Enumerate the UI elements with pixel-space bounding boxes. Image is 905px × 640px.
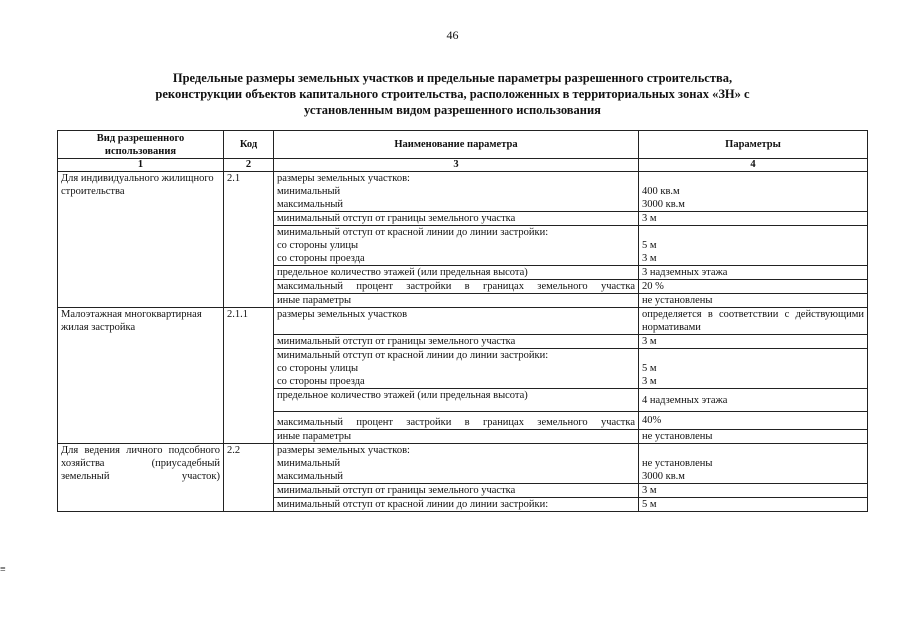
param-value-line: 3 м	[642, 253, 657, 264]
param-name-line: со стороны улицы	[277, 240, 359, 251]
param-name-cell	[274, 444, 639, 484]
header-use-type: Вид разрешенного использования	[58, 131, 224, 159]
param-value-line: 3 м	[642, 376, 657, 387]
table-row	[58, 308, 868, 335]
param-name-cell: размеры земельных участков	[274, 308, 639, 335]
param-value-line	[642, 226, 864, 239]
param-value-line	[642, 172, 864, 185]
param-name-line: со стороны проезда	[277, 253, 365, 264]
param-name-line: максимальный	[277, 471, 343, 482]
header-code: Код	[224, 131, 274, 159]
param-value-cell: 4 надземных этажа	[639, 389, 868, 412]
param-name-cell: предельное количество этажей (или предельная высота)	[274, 266, 639, 280]
param-name-line: со стороны проезда	[277, 376, 365, 387]
table-row	[58, 444, 868, 484]
title-line: Предельные размеры земельных участков и предельные параметры разрешенного строительства,	[172, 71, 733, 85]
code-cell: 2.2	[224, 444, 274, 512]
use-type-cell: Для индивидуального жилищного строительства	[58, 172, 224, 308]
param-value-line: не установлены	[642, 458, 713, 469]
param-value-line: 5 м	[642, 363, 657, 374]
param-name-line: максимальный	[277, 199, 343, 210]
column-number: 1	[58, 159, 224, 172]
param-value-cell	[639, 172, 868, 212]
param-name-cell: минимальный отступ от красной линии до линии застройки:	[274, 498, 639, 512]
param-value-line	[642, 444, 864, 457]
param-value-cell: 3 м	[639, 484, 868, 498]
use-type-cell: Для ведения личного подсобного хозяйства (приусадебный земельный участок)	[58, 444, 224, 512]
param-name-cell	[274, 172, 639, 212]
param-value-cell	[639, 444, 868, 484]
table-row	[58, 172, 868, 212]
param-value-cell: не установлены	[639, 294, 868, 308]
margin-mark: ≡	[0, 564, 6, 575]
param-name-line: минимальный	[277, 458, 341, 469]
code-cell: 2.1.1	[224, 308, 274, 444]
param-value-cell: не установлены	[639, 430, 868, 444]
column-numbers-row	[58, 159, 868, 172]
param-name-line: минимальный	[277, 186, 341, 197]
header-row	[58, 131, 868, 159]
param-name-cell: максимальный процент застройки в границах земельного участка	[274, 412, 639, 430]
parameters-table	[57, 130, 868, 512]
param-value-line: 3000 кв.м	[642, 199, 685, 210]
param-name-line: размеры земельных участков:	[277, 445, 410, 456]
column-number: 4	[639, 159, 868, 172]
param-name-line: со стороны улицы	[277, 363, 359, 374]
header-param-name: Наименование параметра	[274, 131, 639, 159]
param-value-cell: 20 %	[639, 280, 868, 294]
column-number: 2	[224, 159, 274, 172]
column-number: 3	[274, 159, 639, 172]
param-value-line: 5 м	[642, 240, 657, 251]
param-value-cell: 3 м	[639, 212, 868, 226]
param-name-cell	[274, 349, 639, 389]
param-value-cell: 3 м	[639, 335, 868, 349]
param-name-cell: иные параметры	[274, 430, 639, 444]
param-name-cell: предельное количество этажей (или предельная высота)	[274, 389, 639, 412]
param-name-line: минимальный отступ от красной линии до линии застройки:	[277, 350, 549, 361]
document-title	[100, 70, 805, 118]
param-name-cell: иные параметры	[274, 294, 639, 308]
param-name-cell	[274, 226, 639, 266]
param-value-line	[642, 349, 864, 362]
param-value-line: 400 кв.м	[642, 186, 680, 197]
title-line: установленным видом разрешенного использования	[304, 103, 601, 117]
param-value-cell	[639, 349, 868, 389]
param-name-cell: минимальный отступ от границы земельного участка	[274, 335, 639, 349]
code-cell: 2.1	[224, 172, 274, 308]
param-name-line: размеры земельных участков:	[277, 173, 410, 184]
param-name-line: минимальный отступ от красной линии до линии застройки:	[277, 227, 549, 238]
use-type-cell: Малоэтажная многоквартирная жилая застройка	[58, 308, 224, 444]
param-value-cell: 3 надземных этажа	[639, 266, 868, 280]
param-name-cell: минимальный отступ от границы земельного участка	[274, 484, 639, 498]
param-value-cell: 40%	[639, 412, 868, 430]
header-params: Параметры	[639, 131, 868, 159]
title-line: реконструкции объектов капитального строительства, расположенных в территориальных зонах «ЗН» с	[155, 87, 750, 101]
param-value-line: 3000 кв.м	[642, 471, 685, 482]
page-number: 46	[446, 28, 459, 42]
param-name-cell: минимальный отступ от границы земельного участка	[274, 212, 639, 226]
param-name-cell: максимальный процент застройки в границах земельного участка	[274, 280, 639, 294]
param-value-cell: 5 м	[639, 498, 868, 512]
param-value-cell	[639, 226, 868, 266]
param-value-cell: определяется в соответствии с действующими нормативами	[639, 308, 868, 335]
